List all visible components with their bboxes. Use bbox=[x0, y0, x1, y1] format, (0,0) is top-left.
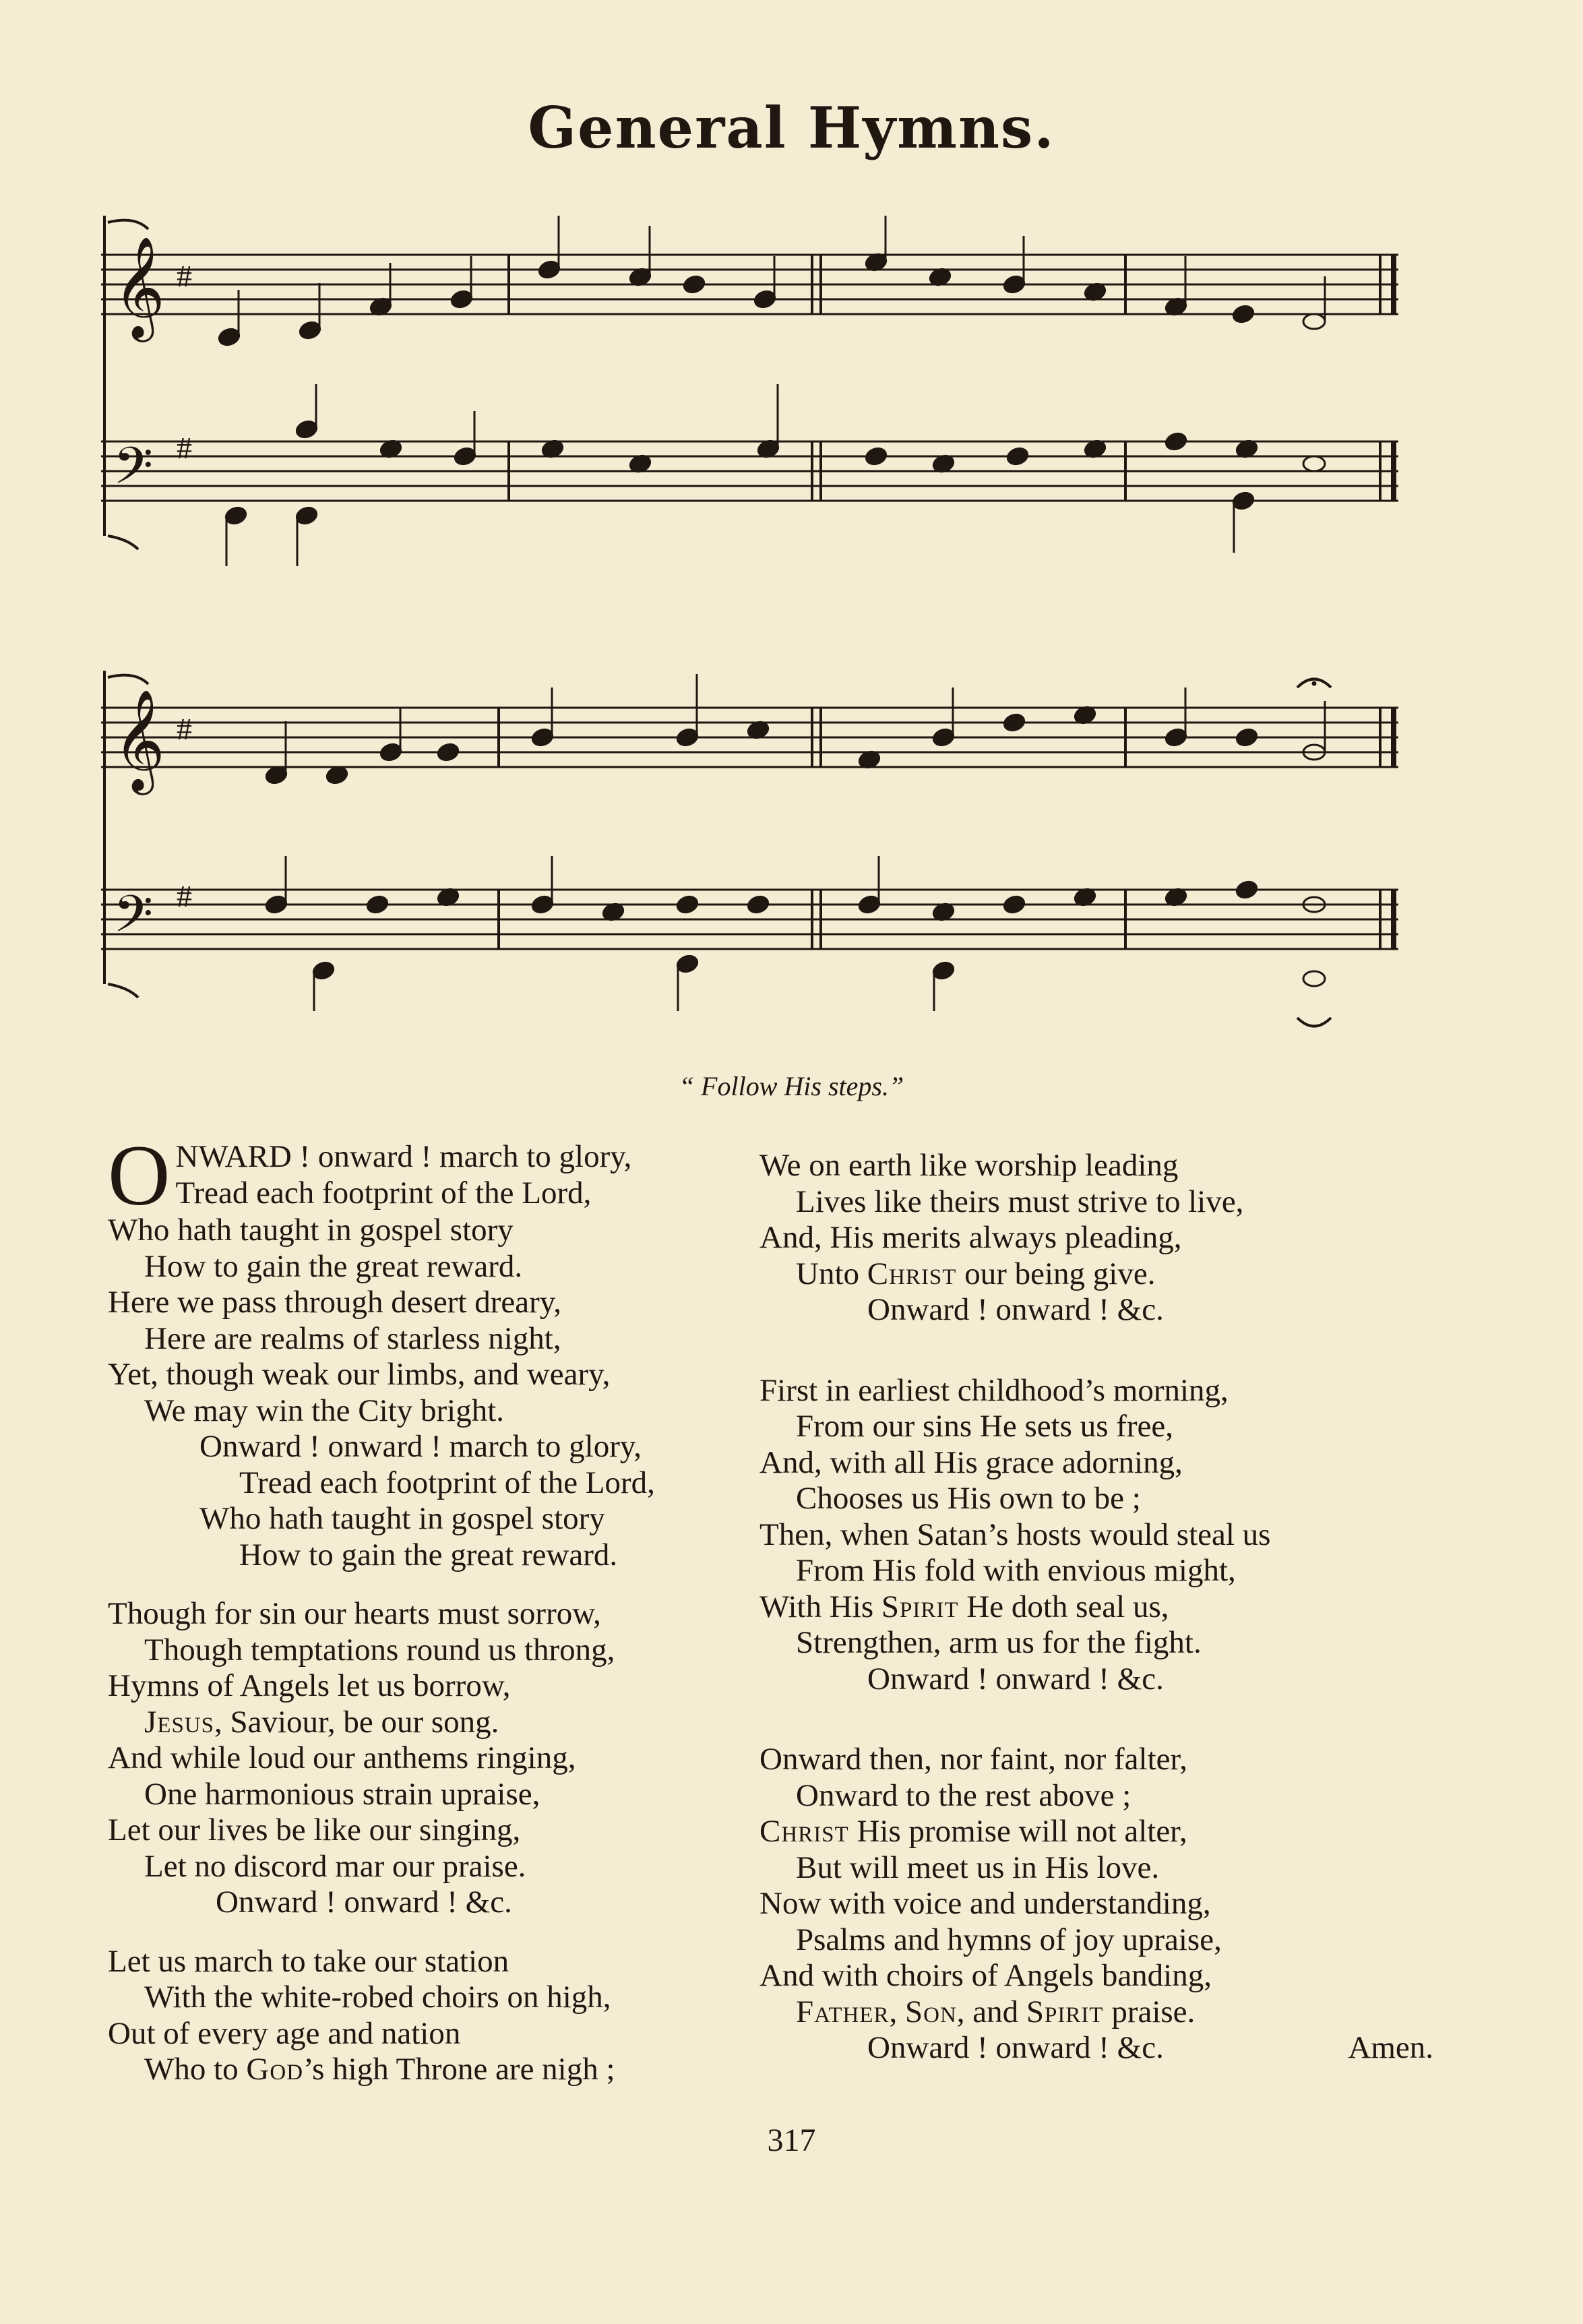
small-caps-word: Jesus bbox=[144, 1704, 214, 1740]
svg-text:𝄞: 𝄞 bbox=[113, 688, 165, 791]
stanza-gap bbox=[759, 1328, 1433, 1373]
treble-staff-2 bbox=[101, 708, 1398, 767]
svg-text:#: # bbox=[177, 431, 192, 465]
verse-line-text: , Saviour, be our song. bbox=[214, 1704, 499, 1740]
verse-line-text: His promise will not alter, bbox=[848, 1814, 1187, 1849]
verse-line-text: With His bbox=[759, 1589, 881, 1624]
verse-line-text: , and bbox=[956, 1994, 1026, 2029]
small-caps-word: Spirit bbox=[881, 1589, 959, 1624]
amen: Amen. bbox=[1348, 2030, 1433, 2065]
stanza-gap bbox=[108, 1921, 741, 1944]
verse-line: Now with voice and understanding, bbox=[759, 1886, 1211, 1921]
verse-line: Yet, though weak our limbs, and weary, bbox=[108, 1357, 611, 1392]
verse-5 bbox=[759, 1373, 1433, 1698]
hymn-right-column bbox=[759, 1148, 1433, 2067]
verse-line: From His fold with envious might, bbox=[796, 1553, 1236, 1588]
bass-staff-2 bbox=[101, 890, 1398, 949]
verse-line: Then, when Satan’s hosts would steal us bbox=[759, 1517, 1271, 1552]
small-caps-word: Spirit bbox=[1026, 1994, 1104, 2029]
verse-line: Chooses us His own to be ; bbox=[796, 1481, 1141, 1516]
chorus-line: Onward ! onward ! march to glory, bbox=[199, 1429, 642, 1464]
hymn-left-column bbox=[108, 1128, 741, 2088]
small-caps-word: Christ bbox=[867, 1256, 957, 1291]
bass-staff-1 bbox=[101, 441, 1398, 501]
page-title: General Hymns. bbox=[528, 94, 1055, 161]
verse-line: Here are realms of starless night, bbox=[144, 1320, 561, 1356]
verse-line: Out of every age and nation bbox=[108, 2015, 461, 2051]
svg-text:𝄢: 𝄢 bbox=[113, 884, 154, 956]
small-caps-word: Son bbox=[904, 1994, 957, 2029]
verse-line bbox=[108, 2052, 741, 2088]
svg-text:#: # bbox=[177, 259, 192, 293]
notes-2 bbox=[264, 674, 1325, 1011]
stanza-gap bbox=[108, 1573, 741, 1596]
score-system-1 bbox=[101, 216, 1398, 566]
verse-line: Let our lives be like our singing, bbox=[108, 1812, 521, 1847]
verse-line: And, His merits always pleading, bbox=[759, 1220, 1182, 1255]
verse-line: And while loud our anthems ringing, bbox=[108, 1740, 576, 1775]
verse-line-text: ’s high Throne are nigh ; bbox=[303, 2052, 615, 2087]
chorus-line: Onward ! onward ! &c. bbox=[867, 1661, 1164, 1696]
small-caps-word: Christ bbox=[759, 1814, 849, 1849]
verse-line: Onward to the rest above ; bbox=[796, 1777, 1131, 1813]
verse-line bbox=[759, 1994, 1433, 2031]
verse-line-text: Who to bbox=[144, 2052, 247, 2087]
barlines-1 bbox=[104, 216, 1394, 536]
verse-line: We on earth like worship leading bbox=[759, 1148, 1179, 1183]
svg-text:#: # bbox=[177, 712, 192, 746]
stanza-gap bbox=[759, 1697, 1433, 1742]
verse-line: Strengthen, arm us for the fight. bbox=[796, 1625, 1202, 1660]
barlines-2 bbox=[104, 671, 1394, 984]
notes-1 bbox=[217, 216, 1325, 566]
verse-4 bbox=[759, 1148, 1433, 1328]
verse-line: With the white-robed choirs on high, bbox=[144, 1980, 611, 2015]
caption: “ Follow His steps.” bbox=[679, 1071, 904, 1101]
verse-line bbox=[759, 1256, 1433, 1293]
verse-1 bbox=[108, 1128, 741, 1573]
chorus-line: Tread each footprint of the Lord, bbox=[239, 1465, 655, 1500]
verse-line-text: , bbox=[889, 1994, 905, 2029]
verse-line: And, with all His grace adorning, bbox=[759, 1444, 1183, 1480]
verse-line bbox=[759, 1589, 1433, 1626]
verse-2 bbox=[108, 1596, 741, 1921]
verse-line: How to gain the great reward. bbox=[144, 1248, 523, 1284]
verse-line: From our sins He sets us free, bbox=[796, 1409, 1174, 1444]
chorus-text: Onward ! onward ! &c. bbox=[867, 2030, 1164, 2065]
verse-line: Though for sin our hearts must sorrow, bbox=[108, 1596, 601, 1631]
verse-line: And with choirs of Angels banding, bbox=[759, 1958, 1212, 1993]
verse-line bbox=[759, 1814, 1433, 1850]
verse-3 bbox=[108, 1944, 741, 2088]
treble-staff-1 bbox=[101, 255, 1398, 314]
verse-line: Let us march to take our station bbox=[108, 1943, 509, 1979]
verse-line: One harmonious strain upraise, bbox=[144, 1776, 540, 1812]
small-caps-word: God bbox=[246, 2052, 304, 2087]
verse-line: Who hath taught in gospel story bbox=[108, 1213, 514, 1248]
chorus-line: Who hath taught in gospel story bbox=[199, 1501, 605, 1536]
verse-line: We may win the City bright. bbox=[144, 1393, 505, 1428]
verse-line: Lives like theirs must strive to live, bbox=[796, 1184, 1244, 1219]
verse-line: Tread each footprint of the Lord, bbox=[175, 1175, 592, 1211]
verse-line: NWARD ! onward ! march to glory, bbox=[175, 1139, 632, 1174]
verse-line: Here we pass through desert dreary, bbox=[108, 1285, 561, 1320]
verse-line: Hymns of Angels let us borrow, bbox=[108, 1668, 511, 1703]
svg-text:#: # bbox=[177, 879, 192, 913]
verse-line bbox=[108, 1705, 741, 1741]
svg-text:𝄞: 𝄞 bbox=[113, 235, 165, 338]
verse-6 bbox=[759, 1742, 1433, 2067]
verse-line: Let no discord mar our praise. bbox=[144, 1848, 526, 1884]
chorus-line: How to gain the great reward. bbox=[239, 1537, 618, 1572]
verse-line-text: He doth seal us, bbox=[958, 1589, 1169, 1624]
score-system-2 bbox=[101, 671, 1398, 1027]
chorus-line: Onward ! onward ! &c. bbox=[867, 1292, 1164, 1327]
svg-text:𝄢: 𝄢 bbox=[113, 436, 154, 508]
drop-cap: O bbox=[108, 1128, 170, 1223]
verse-line: But will meet us in His love. bbox=[796, 1849, 1160, 1885]
chorus-line: Onward ! onward ! &c. bbox=[216, 1885, 512, 1920]
verse-line: Though temptations round us throng, bbox=[144, 1632, 615, 1668]
music-score bbox=[0, 0, 1583, 1051]
verse-line: Onward then, nor faint, nor falter, bbox=[759, 1742, 1188, 1777]
verse-line-text: praise. bbox=[1103, 1994, 1196, 2029]
verse-line: Psalms and hymns of joy upraise, bbox=[796, 1922, 1222, 1957]
chorus-line bbox=[759, 2030, 1433, 2067]
verse-line: First in earliest childhood’s morning, bbox=[759, 1372, 1229, 1408]
page-number: 317 bbox=[767, 2122, 816, 2158]
verse-line-text: our being give. bbox=[956, 1256, 1156, 1291]
verse-line-text: Unto bbox=[796, 1256, 867, 1291]
small-caps-word: Father bbox=[796, 1994, 890, 2029]
